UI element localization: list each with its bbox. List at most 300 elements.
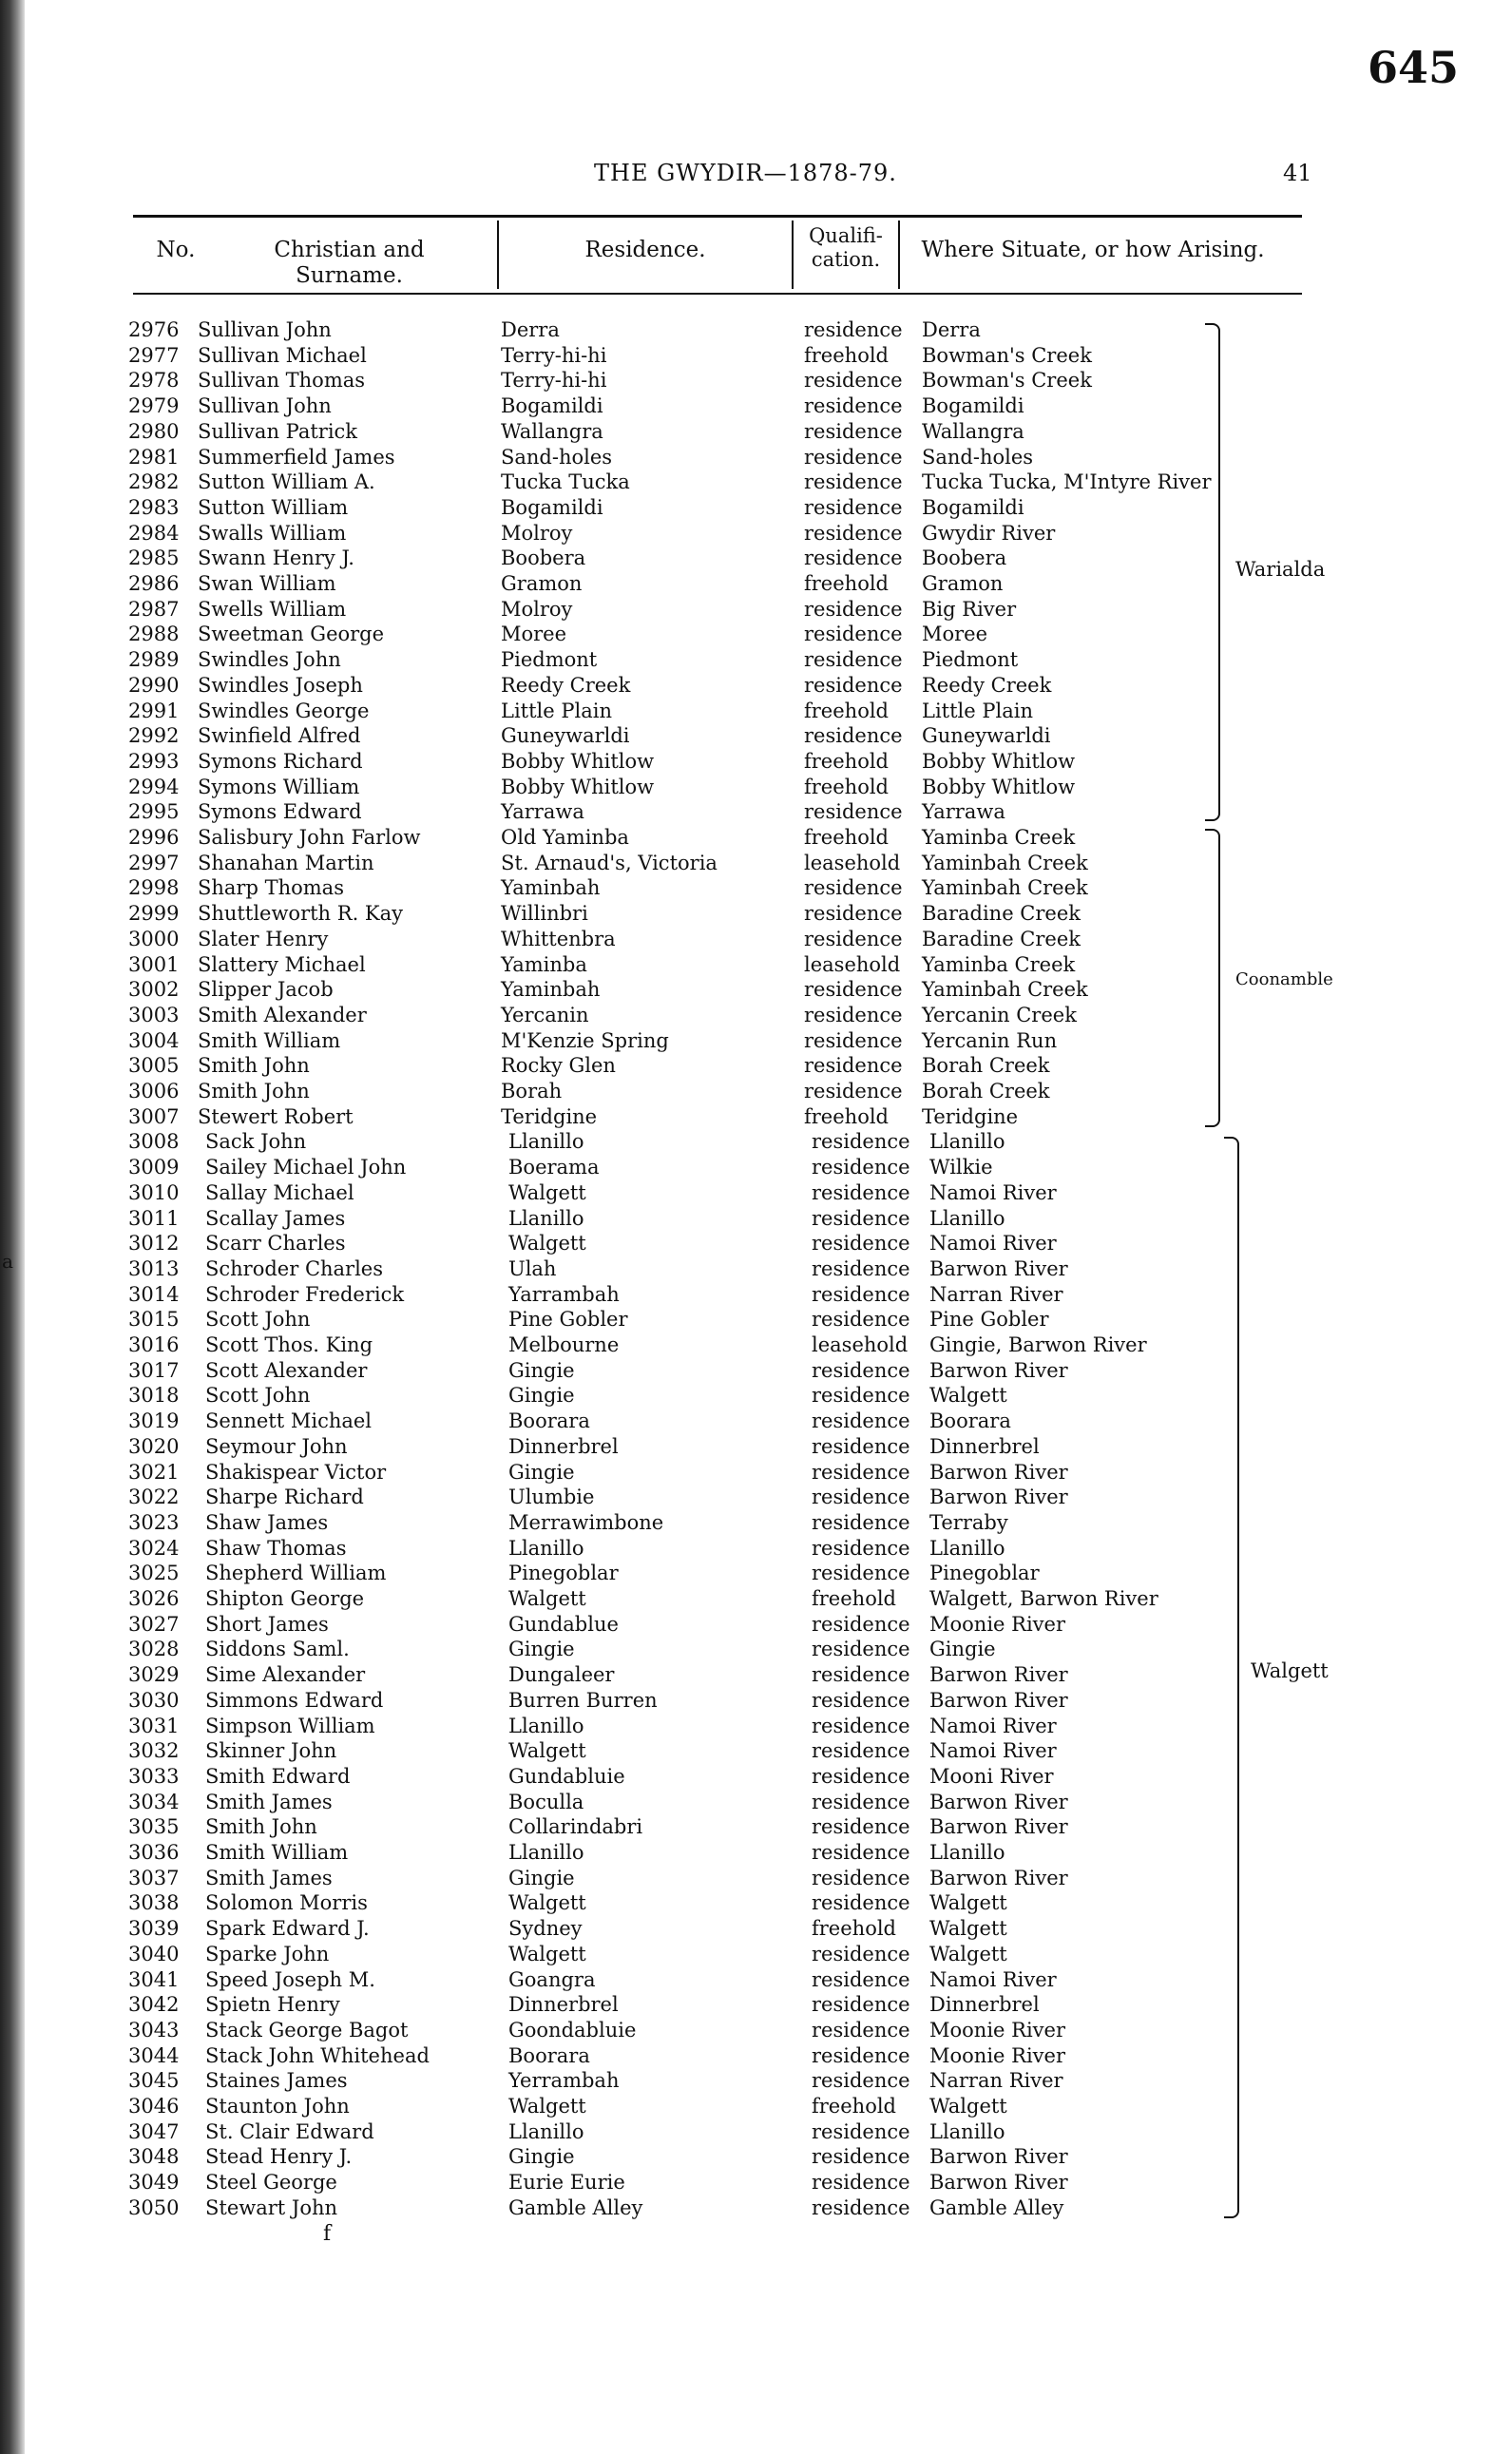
row-name: Slattery Michael (198, 952, 366, 976)
table-row (0, 1890, 1330, 1915)
row-name: Slater Henry (198, 927, 329, 950)
row-qualification: residence (812, 1308, 910, 1332)
row-number: 3019 (128, 1409, 180, 1433)
table-row (0, 1916, 1330, 1941)
header-residence: Residence. (584, 238, 706, 262)
row-number: 3050 (128, 2195, 180, 2219)
row-where: Barwon River (929, 1486, 1068, 1509)
row-number: 3033 (128, 1764, 180, 1788)
row-where: Terraby (929, 1510, 1008, 1534)
header-where: Where Situate, or how Arising. (921, 238, 1265, 262)
row-where: Walgett (929, 1942, 1007, 1965)
row-residence: Yaminbah (501, 978, 601, 1002)
table-row (0, 1358, 1330, 1383)
row-number: 3031 (128, 1714, 180, 1737)
row-number: 3037 (128, 1866, 180, 1889)
table-row (0, 1434, 1330, 1459)
row-where: Bobby Whitlow (922, 775, 1076, 798)
row-qualification: residence (804, 470, 903, 494)
row-where: Yercanin Creek (922, 1003, 1077, 1026)
row-residence: Molroy (501, 597, 573, 621)
row-name: Sparke John (205, 1942, 330, 1965)
row-name: Shaw Thomas (205, 1536, 347, 1560)
table-row (0, 1028, 1330, 1053)
table-row (0, 1840, 1330, 1865)
row-residence: Bogamildi (501, 495, 603, 519)
row-number: 3044 (128, 2043, 180, 2067)
row-qualification: residence (804, 724, 903, 748)
row-residence: Rocky Glen (501, 1054, 616, 1078)
row-residence: Collarindabri (508, 1815, 643, 1839)
row-residence: Llanillo (508, 1536, 584, 1560)
signature-mark: f (323, 2222, 332, 2246)
row-residence: Gingie (508, 1358, 575, 1382)
row-name: Simmons Edward (205, 1688, 384, 1712)
row-residence: Walgett (508, 1180, 586, 1204)
row-qualification: residence (812, 1764, 910, 1788)
row-qualification: freehold (812, 1917, 896, 1941)
table-row (0, 647, 1330, 672)
row-residence: Reedy Creek (501, 673, 631, 697)
row-residence: Gamble Alley (508, 2195, 643, 2219)
table-row (0, 1129, 1330, 1154)
table-row (0, 1586, 1330, 1611)
row-number: 3009 (128, 1156, 180, 1179)
table-row (0, 1992, 1330, 2017)
row-qualification: freehold (812, 1587, 896, 1610)
row-number: 3028 (128, 1638, 180, 1661)
row-number: 3022 (128, 1486, 180, 1509)
row-number: 3049 (128, 2171, 180, 2195)
row-where: Bobby Whitlow (922, 749, 1076, 773)
row-name: Smith Edward (205, 1764, 351, 1788)
row-number: 2991 (128, 699, 180, 722)
row-name: Swan William (198, 572, 336, 595)
row-where: Walgett (929, 2095, 1007, 2118)
row-number: 2992 (128, 724, 180, 748)
row-qualification: freehold (804, 749, 889, 773)
row-residence: Burren Burren (508, 1688, 658, 1712)
table-row (0, 317, 1330, 342)
table-row (0, 343, 1330, 368)
table-row (0, 546, 1330, 570)
row-where: Pine Gobler (929, 1308, 1049, 1332)
table-row (0, 445, 1330, 470)
row-residence: Gundablue (508, 1612, 619, 1636)
row-residence: Teridgine (501, 1104, 598, 1128)
row-name: Smith William (205, 1841, 349, 1864)
district-label: Warialda (1235, 558, 1326, 581)
row-qualification: residence (804, 902, 903, 926)
row-qualification: residence (812, 1358, 910, 1382)
row-residence: Ulumbie (508, 1486, 595, 1509)
row-where: Namoi River (929, 1714, 1057, 1737)
row-where: Moonie River (929, 1612, 1065, 1636)
row-qualification: residence (812, 1866, 910, 1889)
table-row (0, 952, 1330, 977)
row-qualification: residence (804, 800, 903, 824)
row-number: 2978 (128, 369, 180, 393)
row-number: 3048 (128, 2145, 180, 2169)
row-residence: Bobby Whitlow (501, 775, 655, 798)
row-residence: Borah (501, 1080, 563, 1102)
row-where: Bowman's Creek (922, 369, 1092, 393)
row-where: Bowman's Creek (922, 343, 1092, 367)
row-name: Seymour John (205, 1434, 348, 1458)
row-where: Piedmont (922, 648, 1019, 672)
row-name: Summerfield James (198, 445, 395, 469)
row-number: 3018 (128, 1384, 180, 1408)
row-qualification: residence (812, 2119, 910, 2143)
row-name: Stewert Robert (198, 1104, 354, 1128)
row-name: Simpson William (205, 1714, 375, 1737)
row-qualification: residence (812, 1256, 910, 1280)
row-number: 3036 (128, 1841, 180, 1864)
row-qualification: residence (812, 1638, 910, 1661)
table-row (0, 1536, 1330, 1561)
row-name: Sime Alexander (205, 1663, 366, 1687)
row-number: 3034 (128, 1790, 180, 1813)
row-where: Walgett (929, 1917, 1007, 1941)
row-qualification: residence (812, 1739, 910, 1763)
row-qualification: residence (804, 369, 903, 393)
row-where: Llanillo (929, 1841, 1005, 1864)
row-where: Namoi River (929, 1967, 1057, 1991)
row-number: 3035 (128, 1815, 180, 1839)
table-row (0, 1256, 1330, 1281)
row-residence: Llanillo (508, 1714, 584, 1737)
table-row (0, 2195, 1330, 2220)
table-row (0, 1282, 1330, 1307)
row-number: 3032 (128, 1739, 180, 1763)
row-where: Borah Creek (922, 1054, 1050, 1078)
row-qualification: leasehold (804, 851, 901, 874)
table-row (0, 2018, 1330, 2042)
row-qualification: residence (812, 1688, 910, 1712)
row-number: 3046 (128, 2095, 180, 2118)
table-row (0, 1967, 1330, 1992)
row-residence: Dinnerbrel (508, 1993, 619, 2017)
row-number: 2984 (128, 521, 180, 545)
row-residence: Yaminba (501, 952, 587, 976)
row-name: Swann Henry J. (198, 546, 354, 570)
header-no: No. (156, 238, 196, 262)
row-residence: Boobera (501, 546, 586, 570)
row-number: 3003 (128, 1003, 180, 1026)
row-where: Yaminba Creek (922, 826, 1076, 849)
table-row (0, 1003, 1330, 1027)
row-where: Narran River (929, 1282, 1063, 1306)
row-qualification: residence (804, 394, 903, 418)
row-where: Tucka Tucka, M'Intyre River (922, 470, 1212, 494)
row-residence: Eurie Eurie (508, 2171, 625, 2195)
brace-walgett (1224, 1137, 1239, 2218)
header-top-rule (133, 215, 1302, 218)
row-qualification: residence (812, 1562, 910, 1585)
row-where: Barwon River (929, 2171, 1068, 2195)
table-row (0, 851, 1330, 875)
row-number: 3012 (128, 1232, 180, 1256)
row-where: Big River (922, 597, 1017, 621)
row-number: 2997 (128, 851, 180, 874)
table-row (0, 419, 1330, 444)
row-where: Namoi River (929, 1180, 1057, 1204)
row-qualification: residence (812, 1815, 910, 1839)
row-qualification: residence (804, 521, 903, 545)
table-row (0, 393, 1330, 418)
row-where: Barwon River (929, 1815, 1068, 1839)
row-number: 3016 (128, 1333, 180, 1356)
row-residence: Yaminbah (501, 876, 601, 900)
row-where: Little Plain (922, 699, 1033, 722)
row-where: Gramon (922, 572, 1004, 595)
table-row (0, 1637, 1330, 1661)
row-name: Schroder Frederick (205, 1282, 405, 1306)
row-number: 2981 (128, 445, 180, 469)
row-qualification: freehold (812, 2095, 896, 2118)
table-row (0, 977, 1330, 1002)
row-qualification: residence (812, 2018, 910, 2042)
row-residence: Gingie (508, 1460, 575, 1484)
row-where: Narran River (929, 2069, 1063, 2093)
row-qualification: freehold (804, 572, 889, 595)
row-name: Sweetman George (198, 623, 385, 646)
row-qualification: leasehold (804, 952, 901, 976)
row-residence: Moree (501, 623, 567, 646)
row-where: Baradine Creek (922, 927, 1081, 950)
district-label: Walgett (1251, 1659, 1329, 1682)
table-row (0, 1053, 1330, 1078)
row-qualification: residence (812, 2043, 910, 2067)
row-number: 3047 (128, 2119, 180, 2143)
table-row (0, 622, 1330, 646)
row-name: Shipton George (205, 1587, 365, 1610)
row-residence: Gingie (508, 2145, 575, 2169)
row-where: Gingie (929, 1638, 996, 1661)
row-name: Shuttleworth R. Kay (198, 902, 403, 926)
table-row (0, 1079, 1330, 1103)
row-residence: M'Kenzie Spring (501, 1028, 669, 1052)
table-row (0, 825, 1330, 850)
row-number: 3004 (128, 1028, 180, 1052)
row-where: Boobera (922, 546, 1007, 570)
row-name: Shepherd William (205, 1562, 387, 1585)
row-name: Skinner John (205, 1739, 337, 1763)
table-row (0, 723, 1330, 748)
row-name: Swindles George (198, 699, 370, 722)
row-name: Scarr Charles (205, 1232, 346, 1256)
row-residence: Whittenbra (501, 927, 616, 950)
row-where: Sand-holes (922, 445, 1034, 469)
row-number: 2979 (128, 394, 180, 418)
row-residence: Bogamildi (501, 394, 603, 418)
row-number: 3000 (128, 927, 180, 950)
folio-number: 41 (1283, 160, 1312, 186)
row-qualification: residence (812, 1942, 910, 1965)
row-qualification: residence (804, 546, 903, 570)
row-residence: Willinbri (501, 902, 588, 926)
row-qualification: residence (812, 2171, 910, 2195)
row-name: Swinfield Alfred (198, 724, 361, 748)
table-row (0, 495, 1330, 520)
table-row (0, 597, 1330, 622)
row-qualification: leasehold (812, 1333, 909, 1356)
row-number: 3025 (128, 1562, 180, 1585)
row-where: Boorara (929, 1409, 1011, 1433)
table-row (0, 901, 1330, 926)
row-residence: Piedmont (501, 648, 598, 672)
row-qualification: residence (812, 1510, 910, 1534)
row-name: Sullivan John (198, 318, 332, 341)
row-residence: Boerama (508, 1156, 600, 1179)
row-number: 2986 (128, 572, 180, 595)
row-where: Barwon River (929, 1358, 1068, 1382)
row-name: Sack John (205, 1130, 307, 1154)
row-where: Barwon River (929, 1790, 1068, 1813)
row-residence: Boorara (508, 1409, 590, 1433)
row-number: 3006 (128, 1080, 180, 1102)
row-name: Smith John (198, 1080, 310, 1102)
row-residence: Walgett (508, 1739, 586, 1763)
row-where: Dinnerbrel (929, 1434, 1040, 1458)
row-qualification: residence (804, 1028, 903, 1052)
table-row (0, 1764, 1330, 1789)
row-name: Symons Edward (198, 800, 362, 824)
row-name: Sallay Michael (205, 1180, 354, 1204)
row-where: Moonie River (929, 2043, 1065, 2067)
row-residence: Llanillo (508, 2119, 584, 2143)
row-qualification: residence (812, 1384, 910, 1408)
row-where: Yarrawa (922, 800, 1005, 824)
row-qualification: freehold (804, 826, 889, 849)
row-qualification: residence (812, 1409, 910, 1433)
row-residence: Melbourne (508, 1333, 620, 1356)
row-qualification: residence (812, 1536, 910, 1560)
row-where: Llanillo (929, 2119, 1005, 2143)
row-number: 3023 (128, 1510, 180, 1534)
row-name: Sutton William (198, 495, 349, 519)
row-qualification: residence (812, 1714, 910, 1737)
row-name: Spark Edward J. (205, 1917, 370, 1941)
row-qualification: residence (812, 1460, 910, 1484)
row-residence: Sand-holes (501, 445, 613, 469)
column-divider (792, 220, 794, 289)
row-residence: Wallangra (501, 419, 603, 443)
row-residence: Yerrambah (508, 2069, 620, 2093)
row-residence: Pine Gobler (508, 1308, 628, 1332)
row-number: 2977 (128, 343, 180, 367)
row-residence: Yarrambah (508, 1282, 620, 1306)
row-number: 3007 (128, 1104, 180, 1128)
row-residence: Gramon (501, 572, 583, 595)
row-qualification: residence (804, 318, 903, 341)
row-residence: Pinegoblar (508, 1562, 619, 1585)
row-name: Spietn Henry (205, 1993, 340, 2017)
table-row (0, 749, 1330, 774)
row-name: Sullivan John (198, 394, 332, 418)
row-number: 2998 (128, 876, 180, 900)
row-qualification: residence (812, 1967, 910, 1991)
row-number: 3011 (128, 1206, 180, 1230)
column-divider (898, 220, 900, 289)
row-qualification: residence (804, 673, 903, 697)
row-residence: Little Plain (501, 699, 612, 722)
row-qualification: freehold (804, 343, 889, 367)
row-residence: Gingie (508, 1638, 575, 1661)
header-qualification: Qualifi- cation. (809, 224, 883, 271)
row-number: 2989 (128, 648, 180, 672)
row-where: Barwon River (929, 1460, 1068, 1484)
row-number: 2980 (128, 419, 180, 443)
row-where: Yercanin Run (922, 1028, 1058, 1052)
margin-mark: a (2, 1250, 13, 1273)
row-residence: Boorara (508, 2043, 590, 2067)
row-residence: Yercanin (501, 1003, 589, 1026)
row-qualification: residence (812, 1993, 910, 2017)
row-name: Sullivan Patrick (198, 419, 358, 443)
row-qualification: residence (812, 2195, 910, 2219)
row-residence: Gundabluie (508, 1764, 625, 1788)
row-number: 3042 (128, 1993, 180, 2017)
row-residence: Boculla (508, 1790, 584, 1813)
row-where: Yaminbah Creek (922, 876, 1088, 900)
row-where: Teridgine (922, 1104, 1019, 1128)
row-number: 2987 (128, 597, 180, 621)
row-where: Walgett (929, 1384, 1007, 1408)
row-name: Sennett Michael (205, 1409, 373, 1433)
table-row (0, 1307, 1330, 1332)
row-residence: Gingie (508, 1384, 575, 1408)
row-where: Derra (922, 318, 981, 341)
table-row (0, 2094, 1330, 2118)
row-name: St. Clair Edward (205, 2119, 374, 2143)
row-qualification: residence (812, 1282, 910, 1306)
row-qualification: residence (812, 1156, 910, 1179)
table-row (0, 1104, 1330, 1129)
row-name: Smith James (205, 1790, 333, 1813)
row-residence: Molroy (501, 521, 573, 545)
row-number: 2993 (128, 749, 180, 773)
row-name: Smith John (198, 1054, 310, 1078)
row-residence: Guneywarldi (501, 724, 630, 748)
row-number: 3026 (128, 1587, 180, 1610)
row-qualification: residence (804, 623, 903, 646)
row-number: 3043 (128, 2018, 180, 2042)
table-row (0, 1155, 1330, 1179)
table-row (0, 927, 1330, 951)
table-row (0, 1206, 1330, 1231)
row-name: Symons William (198, 775, 360, 798)
row-name: Sharpe Richard (205, 1486, 364, 1509)
row-name: Swindles John (198, 648, 341, 672)
row-qualification: freehold (804, 775, 889, 798)
row-residence: St. Arnaud's, Victoria (501, 851, 718, 874)
row-qualification: residence (812, 1612, 910, 1636)
table-row (0, 2068, 1330, 2093)
row-name: Steel George (205, 2171, 337, 2195)
row-residence: Llanillo (508, 1841, 584, 1864)
brace-warialda (1205, 323, 1220, 821)
row-name: Sullivan Thomas (198, 369, 366, 393)
row-where: Namoi River (929, 1232, 1057, 1256)
row-residence: Bobby Whitlow (501, 749, 655, 773)
row-where: Dinnerbrel (929, 1993, 1040, 2017)
row-number: 2996 (128, 826, 180, 849)
row-number: 3020 (128, 1434, 180, 1458)
row-where: Barwon River (929, 1663, 1068, 1687)
row-qualification: residence (804, 876, 903, 900)
row-residence: Tucka Tucka (501, 470, 630, 494)
